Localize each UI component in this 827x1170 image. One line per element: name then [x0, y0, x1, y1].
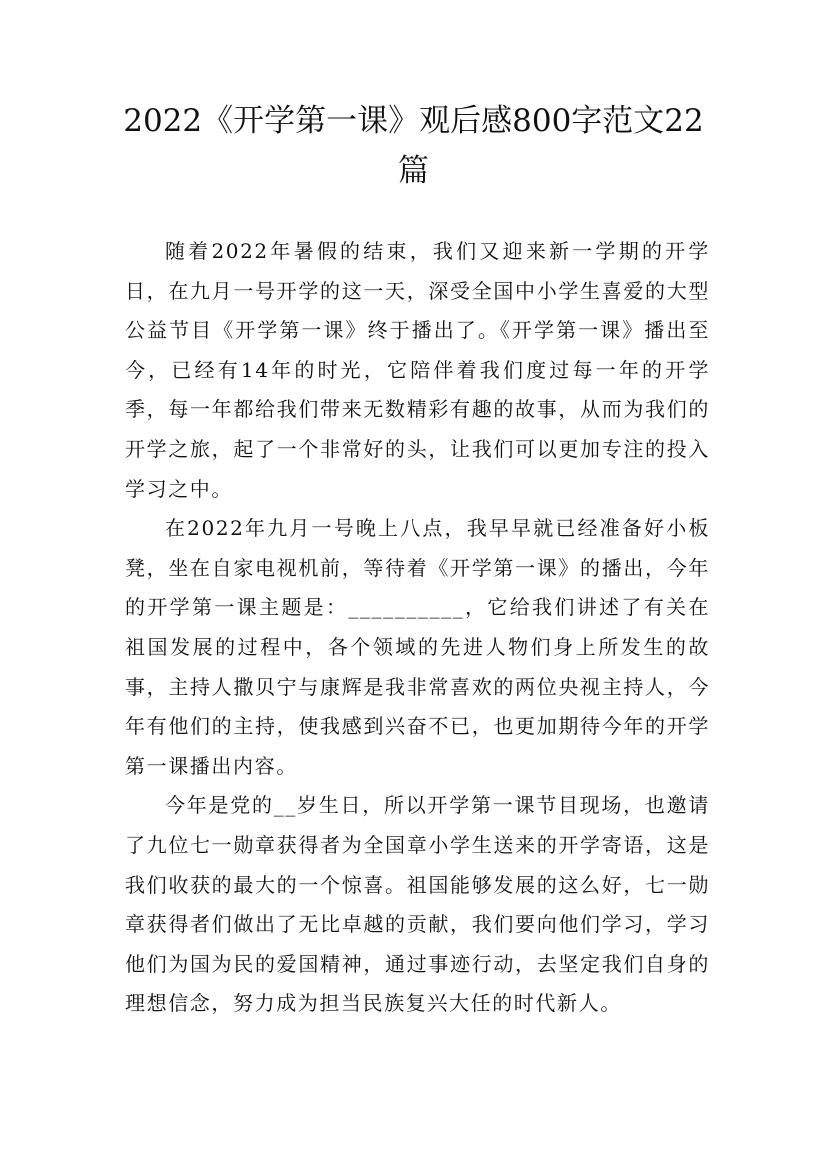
title-line-2: 篇 — [398, 153, 429, 189]
paragraph-2: 在2022年九月一号晚上八点，我早早就已经准备好小板凳，坐在自家电视机前，等待着《开学第一课》的播出，今年的开学第一课主题是：__________，它给我们讲述了有关在祖国发展的过程中，各个领域的先进人物们身上所发生的故事，主持人撒贝宁与康辉是我非常喜欢的两位央视主持人，今年有他们的主持，使我感到兴奋不已，也更加期待今年的开学第一课播出内容。 — [125, 516, 710, 778]
paragraph-3: 今年是党的__岁生日，所以开学第一课节目现场，也邀请了九位七一勋章获得者为全国章小学生送来的开学寄语，这是我们收获的最大的一个惊喜。祖国能够发展的这么好，七一勋章获得者们做出了无比卓越的贡献，我们要向他们学习，学习他们为国为民的爱国精神，通过事迹行动，去坚定我们自身的理想信念，努力成为担当民族复兴大任的时代新人。 — [125, 793, 710, 1016]
document-body — [125, 232, 710, 1024]
document-title — [110, 96, 717, 196]
paragraph-1: 随着2022年暑假的结束，我们又迎来新一学期的开学日，在九月一号开学的这一天，深受全国中小学生喜爱的大型公益节目《开学第一课》终于播出了。《开学第一课》播出至今，已经有14年的时光，它陪伴着我们度过每一年的开学季，每一年都给我们带来无数精彩有趣的故事，从而为我们的开学之旅，起了一个非常好的头，让我们可以更加专注的投入学习之中。 — [125, 239, 710, 501]
title-line-1: 2022《开学第一课》观后感800字范文22 — [123, 103, 704, 139]
